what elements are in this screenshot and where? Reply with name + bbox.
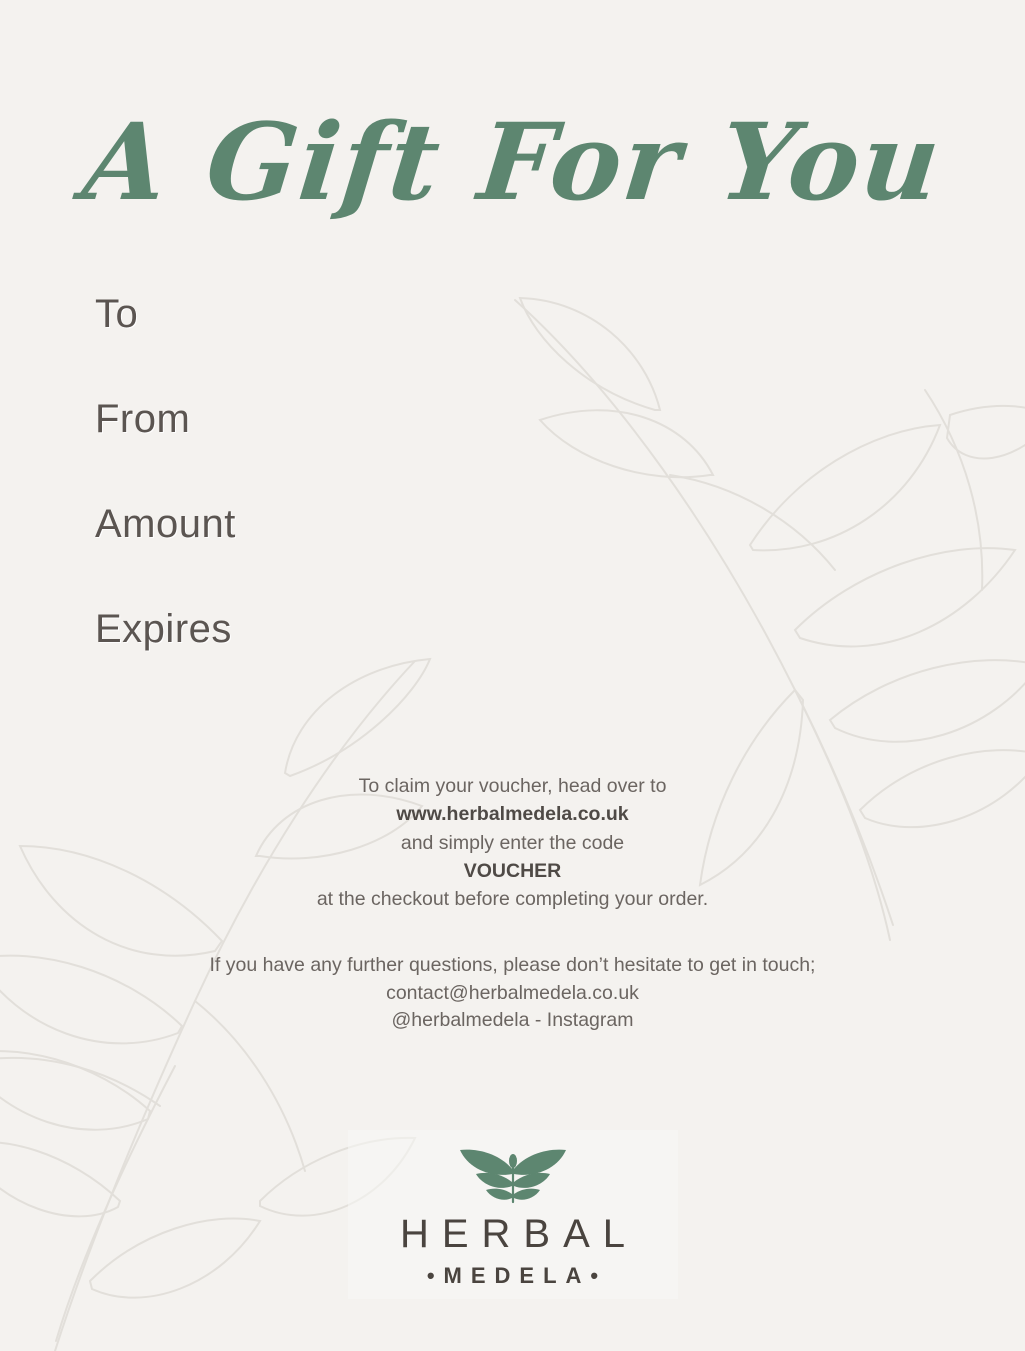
field-label-from: From [95, 397, 191, 441]
field-row-expires[interactable] [95, 607, 615, 712]
claim-line-3: at the checkout before completing your order. [316, 888, 709, 911]
claim-line-1: To claim your voucher, head over to [358, 775, 667, 797]
contact-social: @herbalmedela - Instagram [391, 1009, 634, 1032]
contact-details [203, 952, 823, 1035]
brand-logo [348, 1130, 678, 1299]
page-title: A Gift For You [77, 99, 948, 224]
voucher-fields [95, 292, 615, 712]
logo-subname: •MEDELA• [426, 1263, 608, 1288]
leaf-sprig-icon [438, 1144, 588, 1206]
field-row-amount[interactable] [95, 502, 615, 607]
contact-question-line: If you have any further questions, please don’t hesitate to get in touch; [209, 954, 816, 976]
field-row-from[interactable] [95, 397, 615, 502]
claim-line-2: and simply enter the code [400, 831, 625, 854]
field-label-to: To [95, 292, 139, 336]
claim-website: www.herbalmedela.co.uk [396, 803, 629, 826]
field-label-amount: Amount [95, 502, 236, 546]
logo-name: HERBAL [399, 1212, 639, 1256]
field-row-to[interactable] [95, 292, 615, 397]
claim-code: VOUCHER [463, 859, 562, 882]
contact-email: contact@herbalmedela.co.uk [386, 981, 639, 1004]
field-label-expires: Expires [95, 607, 232, 651]
claim-instructions [0, 772, 1025, 913]
